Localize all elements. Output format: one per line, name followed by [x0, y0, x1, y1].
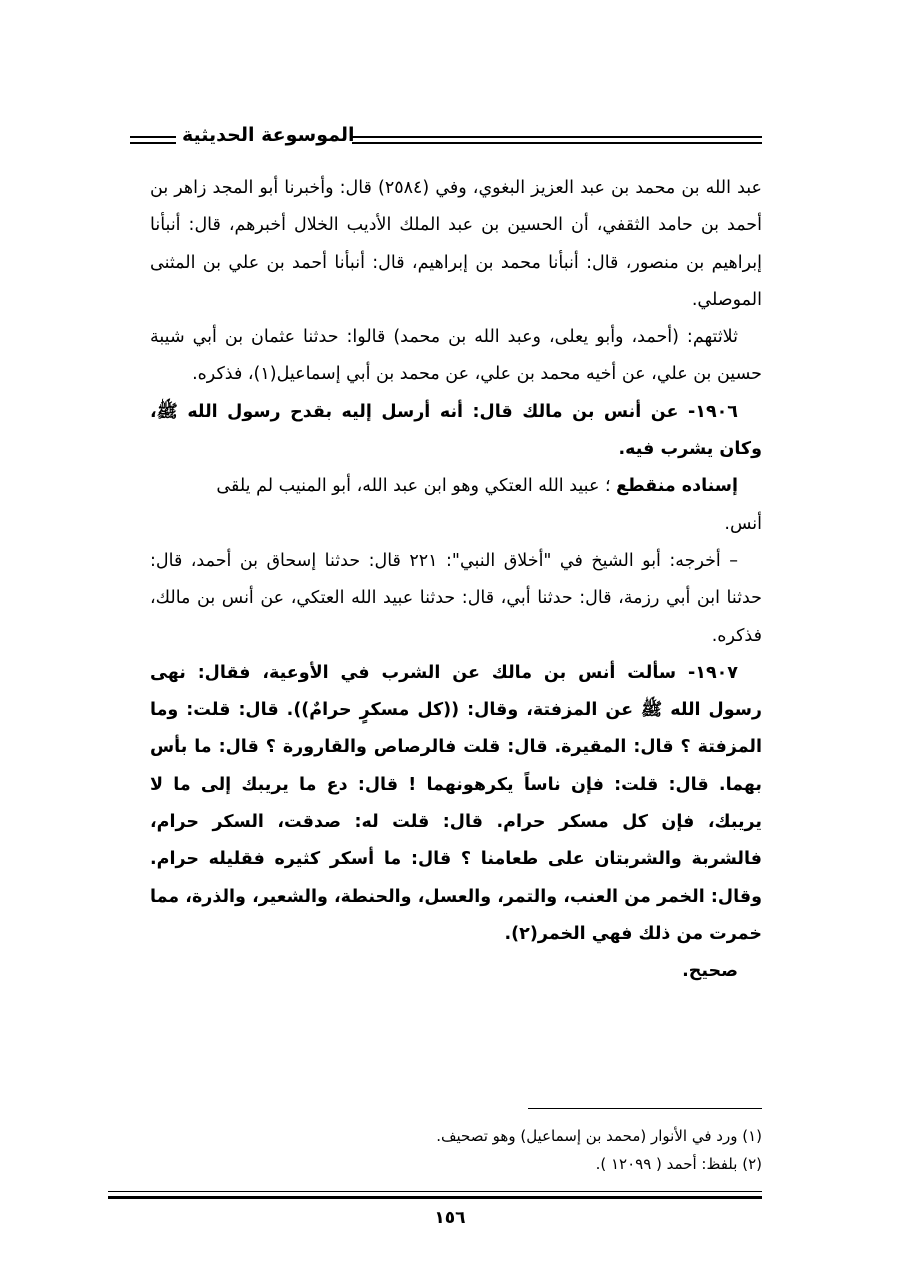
- isnad-grading: [150, 468, 762, 505]
- header-rule-right: [352, 136, 762, 144]
- header-rule-left: [130, 136, 176, 144]
- page-number: ١٥٦: [434, 1208, 466, 1228]
- isnad-text: ؛ عبيد الله العتكي وهو ابن عبد الله، أبو المنيب لم يلقى: [216, 476, 611, 497]
- isnad-label: إسناده منقطع: [616, 476, 738, 497]
- grading-sahih: صحيح.: [682, 961, 738, 982]
- footnote-2: (٢) بلفظ: أحمد ( ١٢٠٩٩ ).: [595, 1155, 762, 1173]
- hadith-1907: ١٩٠٧- سألت أنس بن مالك عن الشرب في الأوعية، فقال: نهى رسول الله ﷺ عن المزفتة، وقال: ((كل مسكرٍ حرامٌ)). قال: قلت: وما المزفتة ؟ قال: المقيرة. قال: قلت فالرصاص والقارورة ؟ قال: ما بأس بهما. قال: قلت: فإن ناساً يكرهونهما ! قال: دع ما يريبك إلى ما لا يريبك، فإن كل مسكر حرام. قال: قلت له: صدقت، السكر حرام، فالشربة والشربتان على طعامنا ؟ قال: ما أسكر كثيره فقليله حرام. وقال: الخمر من العنب، والتمر، والعسل، والحنطة، والشعير، والذرة، مما خمرت من ذلك فهي الخمر(٢).: [150, 662, 762, 944]
- footnote-1: (١) ورد في الأنوار (محمد بن إسماعيل) وهو تصحيف.: [436, 1127, 762, 1145]
- running-header: [130, 124, 762, 160]
- chain-summary-paragraph: ثلاثتهم: (أحمد، وأبو يعلى، وعبد الله بن محمد) قالوا: حدثنا عثمان بن أبي شيبة حسين بن علي، عن أخيه محمد بن علي، عن محمد بن أبي إسماعيل(١)، فذكره.: [150, 327, 762, 385]
- header-title: الموسوعة الحديثية: [182, 124, 355, 146]
- footnote-separator: [528, 1108, 762, 1109]
- page-body: [150, 170, 762, 991]
- chain-paragraph: عبد الله بن محمد بن عبد العزيز البغوي، وفي (٢٥٨٤) قال: وأخبرنا أبو المجد زاهر بن أحمد بن حامد الثقفي، أن الحسين بن عبد الملك الأديب الخلال أخبرهم، قال: أنبأنا إبراهيم بن منصور، قال: أنبأنا محمد بن إبراهيم، قال: أنبأنا أحمد بن علي بن المثنى الموصلي.: [150, 178, 762, 310]
- bottom-rule-thick: [108, 1196, 762, 1199]
- footnotes: [150, 1122, 762, 1178]
- bottom-rule-thin: [108, 1191, 762, 1192]
- takhrij-paragraph: – أخرجه: أبو الشيخ في "أخلاق النبي": ٢٢١ قال: حدثنا إسحاق بن أحمد، قال: حدثنا ابن أبي رزمة، قال: حدثنا أبي، قال: حدثنا عبيد الله العتكي، عن أنس بن مالك، فذكره.: [150, 550, 762, 646]
- isnad-grading-end: أنس.: [724, 513, 762, 534]
- hadith-1906: ١٩٠٦- عن أنس بن مالك قال: أنه أرسل إليه بقدح رسول الله ﷺ، وكان يشرب فيه.: [150, 401, 762, 460]
